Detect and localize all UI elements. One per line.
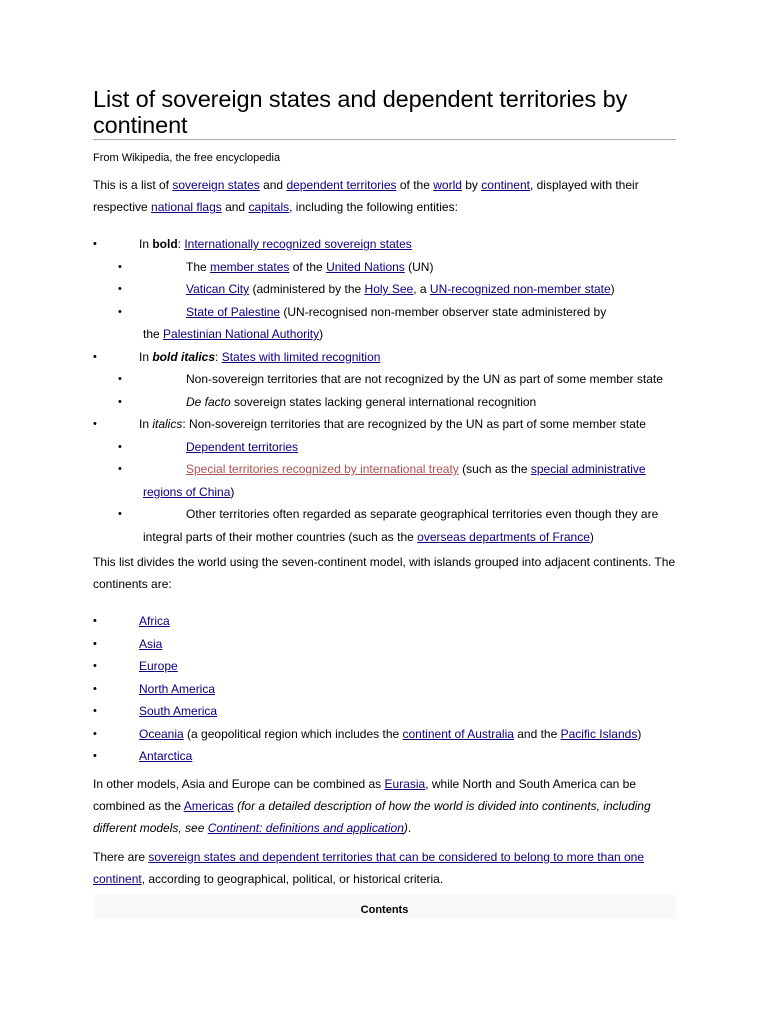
link-eurasia[interactable]: Eurasia bbox=[384, 776, 426, 791]
link-limited-recognition[interactable]: States with limited recognition bbox=[221, 349, 381, 364]
link-dependent-territories[interactable]: dependent territories bbox=[286, 178, 397, 192]
italic-text: (for a detailed description of how the world is divided into continents, including different models, see bbox=[93, 798, 651, 835]
article bbox=[93, 86, 676, 919]
link-dependent-territories-2[interactable]: Dependent territories bbox=[186, 439, 299, 454]
text: ) bbox=[589, 529, 594, 544]
link-holy-see[interactable]: Holy See bbox=[364, 282, 414, 296]
text: sovereign states lacking general international recognition bbox=[230, 394, 537, 409]
text: , according to geographical, political, or historical criteria. bbox=[141, 871, 444, 886]
contents-title: Contents bbox=[360, 903, 409, 916]
italic-text: ) bbox=[403, 820, 408, 835]
link-world[interactable]: world bbox=[433, 178, 462, 192]
divides-paragraph: This list divides the world using the seven-continent model, with islands grouped into adjacent continents. The continents are: bbox=[93, 555, 676, 591]
link-united-nations[interactable]: United Nations bbox=[326, 259, 405, 274]
link-national-flags[interactable]: national flags bbox=[151, 200, 222, 214]
text: (administered by the bbox=[249, 282, 365, 296]
link-south-america[interactable]: South America bbox=[139, 704, 218, 718]
link-pacific-islands[interactable]: Pacific Islands bbox=[560, 726, 638, 741]
link-regions-of-china[interactable]: regions of China bbox=[143, 484, 231, 499]
list-item-member-states bbox=[93, 256, 676, 279]
text: In bbox=[139, 417, 153, 431]
text: ) bbox=[230, 484, 235, 499]
list-item-non-sovereign: • Non-sovereign territories that are not recognized by the UN as part of some member state bbox=[93, 368, 676, 391]
list-item-north-america bbox=[93, 678, 676, 701]
list-item-special-territories bbox=[93, 458, 676, 503]
text: ) bbox=[610, 282, 615, 296]
text: Other territories often regarded as separate geographical territories even though they are bbox=[186, 507, 659, 521]
text: : bbox=[215, 349, 222, 364]
text: , while North and South America can be combined as the bbox=[93, 776, 636, 813]
list-item-vatican bbox=[93, 278, 676, 301]
tagline: From Wikipedia, the free encyclopedia bbox=[93, 152, 281, 164]
link-sovereign-states[interactable]: sovereign states bbox=[172, 178, 260, 192]
link-continent[interactable]: continent bbox=[481, 178, 530, 192]
contents-box[interactable] bbox=[93, 895, 676, 919]
text: (UN-recognised non-member observer state administered by bbox=[280, 304, 607, 319]
list-item-palestine bbox=[93, 301, 676, 346]
continuation-line bbox=[143, 323, 676, 346]
intro-paragraph bbox=[93, 174, 676, 218]
text: integral parts of their mother countries (such as the bbox=[143, 529, 418, 544]
text: and bbox=[259, 178, 287, 192]
text: ) bbox=[319, 327, 324, 341]
link-africa[interactable]: Africa bbox=[139, 614, 170, 628]
text: In bbox=[139, 349, 153, 364]
text: and the bbox=[513, 726, 561, 741]
link-overseas-france[interactable]: overseas departments of France bbox=[417, 529, 590, 544]
continuation-line bbox=[143, 481, 676, 504]
link-continent-of-australia[interactable]: continent of Australia bbox=[402, 726, 514, 741]
link-member-states[interactable]: member states bbox=[210, 259, 290, 274]
link-special-territories[interactable]: Special territories recognized by international treaty bbox=[186, 462, 459, 476]
page-title: List of sovereign states and dependent territories by continent bbox=[93, 86, 676, 140]
link-more-than-one-continent[interactable]: sovereign states and dependent territories that can be considered to belong to more than one continent bbox=[93, 849, 645, 886]
link-internationally-recognized[interactable]: Internationally recognized sovereign states bbox=[184, 237, 412, 251]
link-state-of-palestine[interactable]: State of Palestine bbox=[186, 304, 281, 319]
text: ) bbox=[637, 726, 642, 741]
text: by bbox=[461, 178, 482, 192]
link-americas[interactable]: Americas bbox=[183, 798, 234, 813]
text: . bbox=[407, 820, 412, 835]
text: the bbox=[143, 327, 164, 341]
link-palestinian-authority[interactable]: Palestinian National Authority bbox=[163, 327, 320, 341]
link-antarctica[interactable]: Antarctica bbox=[139, 749, 193, 763]
link-oceania[interactable]: Oceania bbox=[139, 726, 184, 741]
link-continent-definitions[interactable]: Continent: definitions and application bbox=[207, 820, 404, 835]
text: : bbox=[177, 237, 185, 251]
text: (UN) bbox=[404, 259, 434, 274]
bold-italic-label: bold italics bbox=[152, 349, 216, 364]
text: of the bbox=[396, 178, 434, 192]
text: (such as the bbox=[458, 462, 531, 476]
link-capitals[interactable]: capitals bbox=[248, 200, 290, 214]
continuation-line bbox=[143, 526, 676, 549]
list-item-de-facto bbox=[93, 391, 676, 414]
list-item-antarctica bbox=[93, 745, 676, 768]
link-un-non-member[interactable]: UN-recognized non-member state bbox=[429, 282, 611, 296]
text: of the bbox=[289, 259, 327, 274]
text: , a bbox=[413, 282, 430, 296]
continents-list bbox=[93, 610, 676, 768]
link-vatican-city[interactable]: Vatican City bbox=[186, 282, 250, 296]
text: and bbox=[221, 200, 249, 214]
link-europe[interactable]: Europe bbox=[139, 659, 178, 673]
link-north-america[interactable]: North America bbox=[139, 681, 216, 696]
italic-text: De facto bbox=[186, 394, 231, 409]
text: In other models, Asia and Europe can be combined as bbox=[93, 776, 385, 791]
bold-label: bold bbox=[152, 237, 178, 251]
list-item-other-territories bbox=[93, 503, 676, 548]
text: (a geopolitical region which includes the bbox=[183, 726, 403, 741]
text: , including the following entities: bbox=[289, 200, 458, 214]
list-item-dependent bbox=[93, 436, 676, 459]
text: This is a list of bbox=[93, 178, 173, 192]
italic-label: italics bbox=[152, 417, 183, 431]
list-item-europe bbox=[93, 655, 676, 678]
list-item-italics bbox=[93, 413, 676, 436]
list-item-bold-italics bbox=[93, 346, 676, 369]
link-asia[interactable]: Asia bbox=[139, 636, 163, 651]
other-models-paragraph bbox=[93, 773, 676, 839]
more-than-one-paragraph bbox=[93, 846, 676, 890]
text: The bbox=[186, 259, 211, 274]
text: , displayed with their respective bbox=[93, 178, 639, 214]
list-item-africa bbox=[93, 610, 676, 633]
list-item-bold bbox=[93, 233, 676, 256]
text: : Non-sovereign territories that are recognized by the UN as part of some member state bbox=[182, 417, 646, 431]
text: In bbox=[139, 237, 153, 251]
text: There are bbox=[93, 849, 149, 864]
list-item-oceania bbox=[93, 723, 676, 746]
entities-list bbox=[93, 233, 676, 548]
link-special-administrative[interactable]: special administrative bbox=[530, 462, 646, 476]
list-item-asia bbox=[93, 633, 676, 656]
list-item-south-america bbox=[93, 700, 676, 723]
